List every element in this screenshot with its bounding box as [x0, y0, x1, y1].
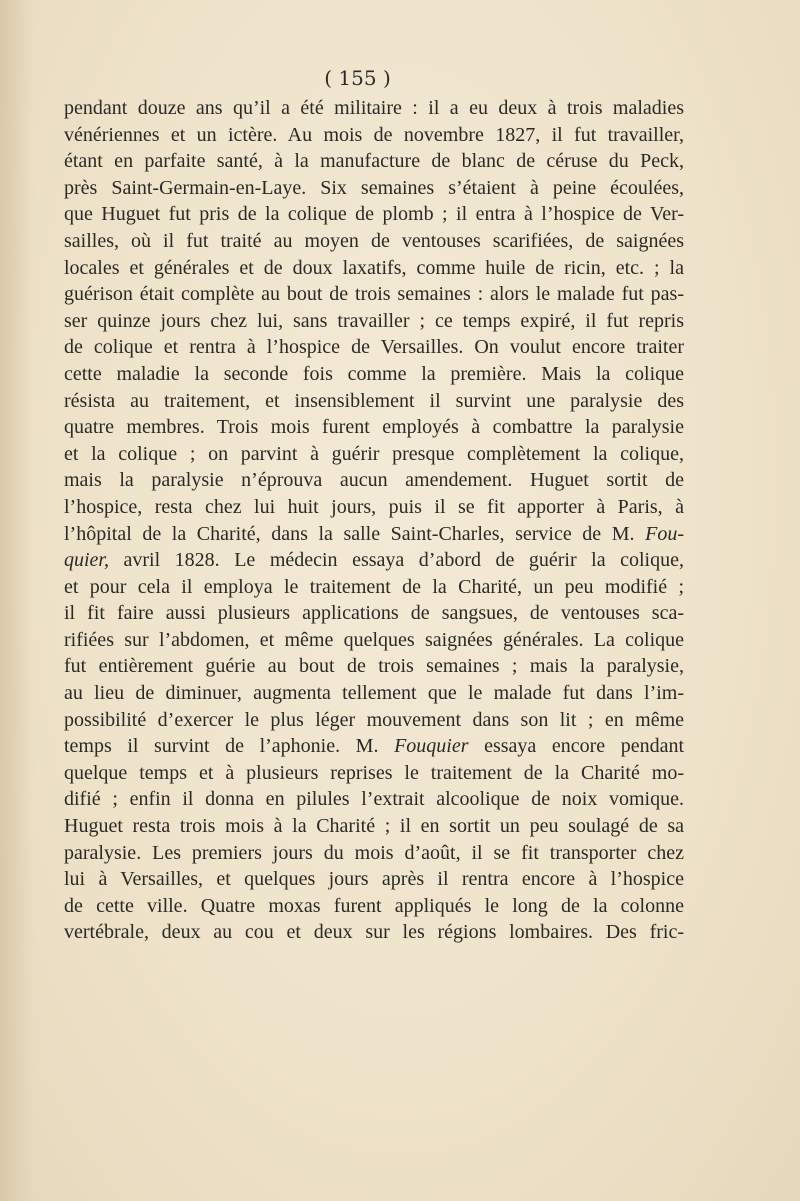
text-line: cette maladie la seconde fois comme la première. Mais la colique: [64, 362, 684, 385]
text-line: quatre membres. Trois mois furent employés à combattre la paralysie: [64, 416, 684, 439]
text-line: vénériennes et un ictère. Au mois de novembre 1827, il fut travailler,: [64, 123, 684, 146]
text-line: de cette ville. Quatre moxas furent appliqués le long de la colonne: [64, 894, 684, 917]
text-line: au lieu de diminuer, augmenta tellement que le malade fut dans l’im-: [64, 682, 684, 705]
page-number: ( 155 ): [324, 66, 391, 90]
text-line: possibilité d’exercer le plus léger mouvement dans son lit ; en même: [64, 708, 684, 731]
text-line: ser quinze jours chez lui, sans travailler ; ce temps expiré, il fut repris: [64, 309, 684, 332]
text-line: résista au traitement, et insensiblement il survint une paralysie des: [64, 389, 684, 412]
text-line: et la colique ; on parvint à guérir presque complètement la colique,: [64, 442, 684, 465]
text-line: il fit faire aussi plusieurs applications de sangsues, de ventouses sca-: [64, 602, 684, 625]
body-text: [64, 95, 684, 946]
text-line: étant en parfaite santé, à la manufacture de blanc de céruse du Peck,: [64, 150, 684, 173]
text-line: fut entièrement guérie au bout de trois semaines ; mais la paralysie,: [64, 655, 684, 678]
page-edge-shadow: [0, 0, 34, 1201]
text-segment: essaya encore pendant: [484, 735, 685, 758]
italic-name-fragment: Fou-: [645, 522, 685, 545]
text-line: près Saint-Germain-en-Laye. Six semaines s’étaient à peine écoulées,: [64, 176, 684, 199]
italic-name-fragment: quier,: [64, 549, 109, 572]
text-line: pendant douze ans qu’il a été militaire : il a eu deux à trois maladies: [64, 97, 684, 119]
italic-name: Fouquier: [394, 735, 469, 758]
text-line: paralysie. Les premiers jours du mois d’août, il se fit transporter chez: [64, 841, 684, 864]
text-line: difié ; enfin il donna en pilules l’extrait alcoolique de noix vomique.: [64, 788, 684, 811]
text-segment: l’hôpital de la Charité, dans la salle Saint-Charles, service de M.: [64, 522, 635, 545]
text-line: que Huguet fut pris de la colique de plomb ; il entra à l’hospice de Ver-: [64, 203, 684, 226]
text-line: lui à Versailles, et quelques jours après il rentra encore à l’hospice: [64, 868, 684, 891]
text-segment: temps il survint de l’aphonie. M.: [64, 735, 379, 758]
text-line: l’hospice, resta chez lui huit jours, puis il se fit apporter à Paris, à: [64, 495, 684, 518]
text-line: de colique et rentra à l’hospice de Versailles. On voulut encore traiter: [64, 336, 684, 359]
text-line: vertébrale, deux au cou et deux sur les régions lombaires. Des fric-: [64, 921, 684, 944]
text-segment: avril 1828. Le médecin essaya d’abord de guérir la colique,: [109, 549, 684, 572]
text-line: guérison était complète au bout de trois semaines : alors le malade fut pas-: [64, 283, 684, 306]
text-line-with-italic: [64, 547, 684, 574]
text-line: et pour cela il employa le traitement de la Charité, un peu modifié ;: [64, 575, 684, 598]
text-line: mais la paralysie n’éprouva aucun amendement. Huguet sortit de: [64, 469, 684, 492]
text-line: sailles, où il fut traité au moyen de ventouses scarifiées, de saignées: [64, 229, 684, 252]
text-line: Huguet resta trois mois à la Charité ; il en sortit un peu soulagé de sa: [64, 815, 684, 838]
text-line-with-italic: [64, 733, 684, 760]
text-line-with-italic: [64, 521, 684, 548]
text-line: quelque temps et à plusieurs reprises le traitement de la Charité mo-: [64, 761, 684, 784]
text-line: locales et générales et de doux laxatifs, comme huile de ricin, etc. ; la: [64, 256, 684, 279]
text-line: rifiées sur l’abdomen, et même quelques saignées générales. La colique: [64, 628, 684, 651]
